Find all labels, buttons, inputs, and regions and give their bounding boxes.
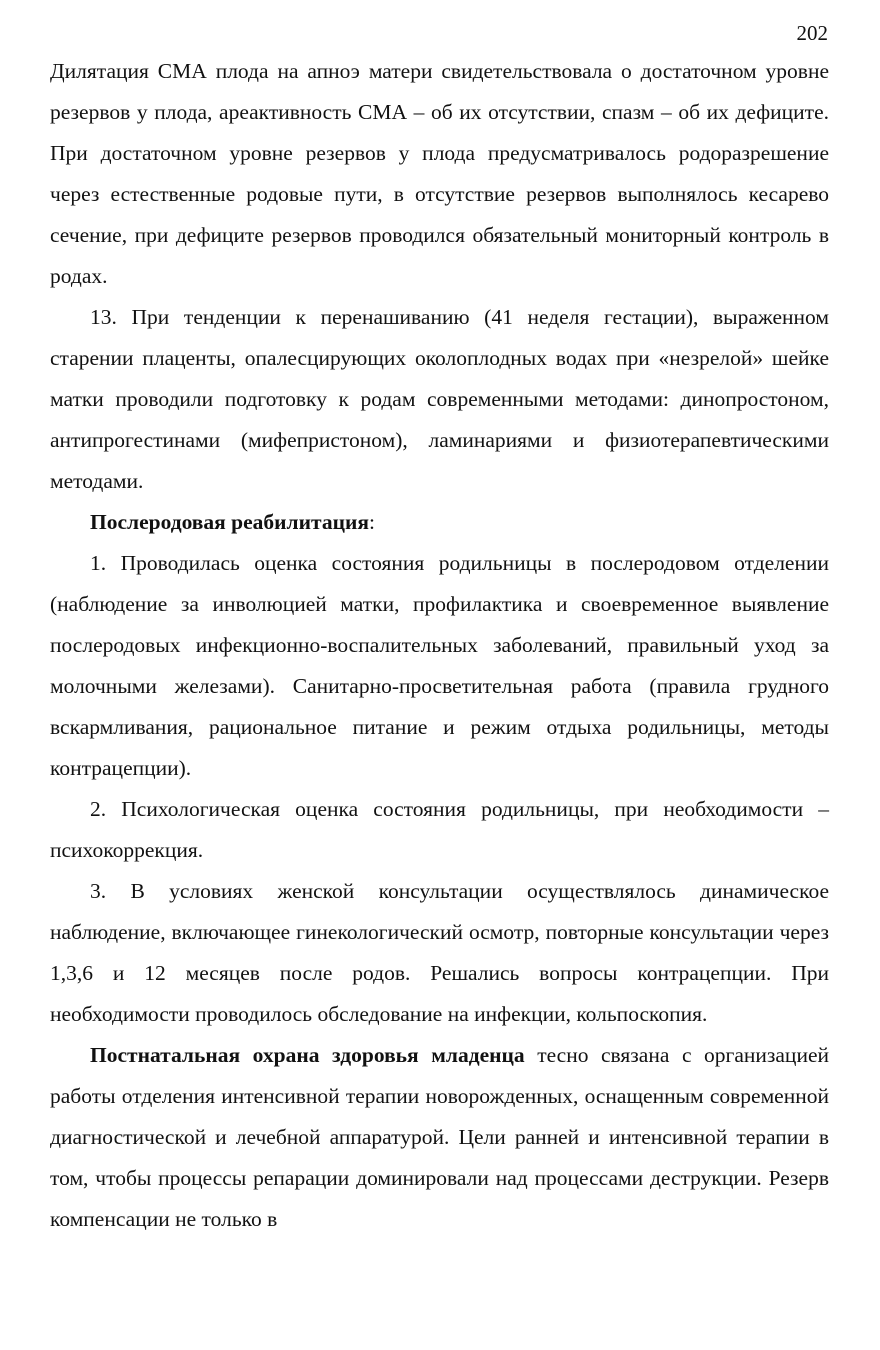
- rehabilitation-item-3: 3. В условиях женской консультации осуществлялось динамическое наблюдение, включающее гинекологический осмотр, повторные консультации через 1,3,6 и 12 месяцев после родов. Решались вопросы контрацепции. При необходимости проводилось обследование на инфекции, кольпоскопия.: [50, 879, 829, 1026]
- document-body: [50, 51, 829, 1240]
- postnatal-paragraph-text: тесно связана с организацией работы отделения интенсивной терапии новорожденных, оснащенным современной диагностической и лечебной аппаратурой. Цели ранней и интенсивной терапии в том, чтобы процессы репарации доминировали над процессами деструкции. Резерв компенсации не только в: [50, 1043, 829, 1231]
- section-heading-colon: :: [369, 510, 375, 534]
- rehabilitation-item-2: 2. Психологическая оценка состояния родильницы, при необходимости – психокоррекция.: [50, 797, 829, 862]
- rehabilitation-item-1: 1. Проводилась оценка состояния родильницы в послеродовом отделении (наблюдение за инволюцией матки, профилактика и своевременное выявление послеродовых инфекционно-воспалительных заболеваний, правильный уход за молочными железами). Санитарно-просветительная работа (правила грудного вскармливания, рациональное питание и режим отдыха родильницы, методы контрацепции).: [50, 551, 829, 780]
- postnatal-bold-lead: Постнатальная охрана здоровья младенца: [90, 1043, 525, 1067]
- section-heading-postpartum-rehabilitation: [50, 502, 829, 543]
- paragraph-postterm-preparation: 13. При тенденции к перенашиванию (41 неделя гестации), выраженном старении плаценты, опалесцирующих околоплодных водах при «незрелой» шейке матки проводили подготовку к родам современными методами: динопростоном, антипрогестинами (мифепристоном), ламинариями и физиотерапевтическими методами.: [50, 305, 829, 493]
- page-number: 202: [796, 21, 828, 45]
- paragraph-postnatal-infant-health: [50, 1035, 829, 1240]
- paragraph-fetal-reserves: Дилятация СМА плода на апноэ матери свидетельствовала о достаточном уровне резервов у плода, ареактивность СМА – об их отсутствии, спазм – об их дефиците. При достаточном уровне резервов у плода предусматривалось родоразрешение через естественные родовые пути, в отсутствие резервов выполнялось кесарево сечение, при дефиците резервов проводился обязательный мониторный контроль в родах.: [50, 59, 829, 288]
- section-heading-text: Послеродовая реабилитация: [90, 510, 369, 534]
